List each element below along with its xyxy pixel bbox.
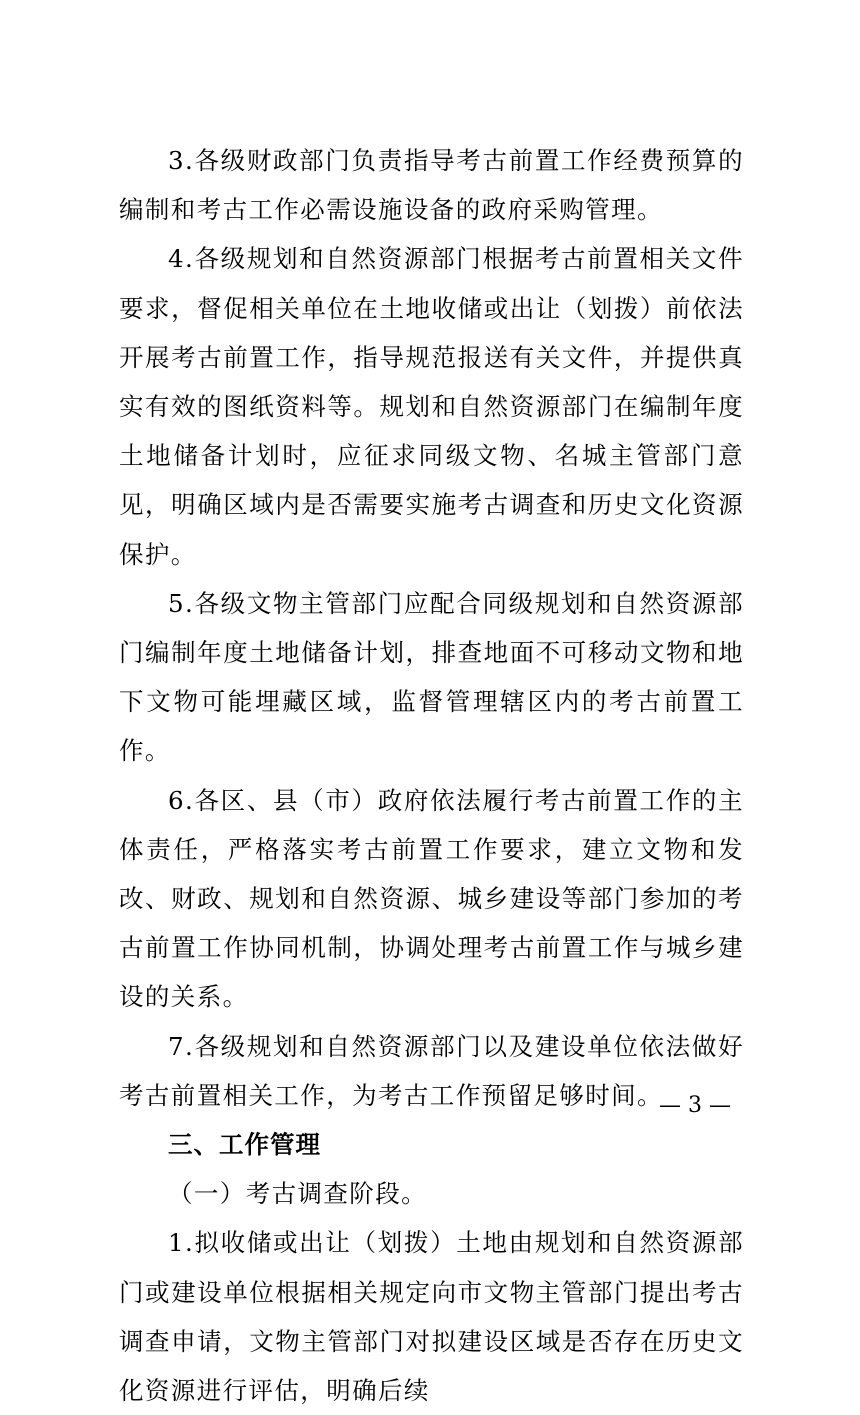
document-body (119, 136, 744, 1415)
paragraph-construction-units: 7.各级规划和自然资源部门以及建设单位依法做好考古前置相关工作，为考古工作预留足够时间。 (119, 1031, 744, 1110)
paragraph-survey-application: 1.拟收储或出让（划拨）土地由规划和自然资源部门或建设单位根据相关规定向市文物主管部门提出考古调查申请，文物主管部门对拟建设区域是否存在历史文化资源进行评估，明确后续 (119, 1228, 744, 1406)
page-number: — 3 — (659, 1093, 731, 1118)
paragraph-cultural-relics: 5.各级文物主管部门应配合同级规划和自然资源部门编制年度土地储备计划，排查地面不可移动文物和地下文物可能埋藏区域，监督管理辖区内的考古前置工作。 (119, 588, 744, 766)
subsection-heading: （一）考古调查阶段。 (168, 1179, 427, 1209)
paragraph-planning: 4.各级规划和自然资源部门根据考古前置相关文件要求，督促相关单位在土地收储或出让（划拨）前依法开展考古前置工作，指导规范报送有关文件，并提供真实有效的图纸资料等。规划和自然资源部门在编制年度土地储备计划时，应征求同级文物、名城主管部门意见，明确区域内是否需要实施考古调查和历史文化资源保护。 (119, 244, 744, 569)
paragraph-finance: 3.各级财政部门负责指导考古前置工作经费预算的编制和考古工作必需设施设备的政府采购管理。 (119, 146, 744, 225)
paragraph-district-government: 6.各区、县（市）政府依法履行考古前置工作的主体责任，严格落实考古前置工作要求，建立文物和发改、财政、规划和自然资源、城乡建设等部门参加的考古前置工作协同机制，协调处理考古前置工作与城乡建设的关系。 (119, 785, 744, 1012)
section-heading: 三、工作管理 (168, 1130, 321, 1160)
